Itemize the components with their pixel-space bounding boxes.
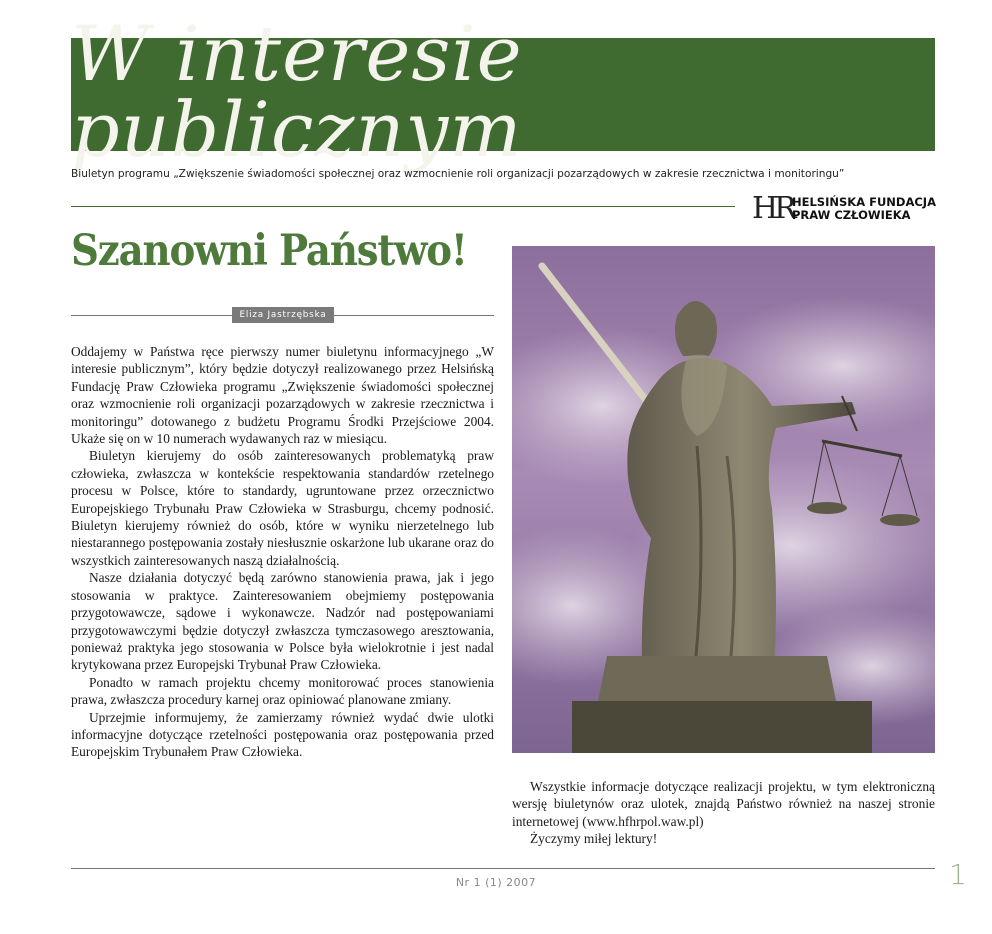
article-paragraph: Uprzejmie informujemy, że zamierzamy również wydać dwie ulotki informacyjne dotyczące rzetelności postępowania oraz postępowania przed Europejskim Trybunałem Praw Człowieka. [71, 709, 494, 760]
article-paragraph: Nasze działania dotyczyć będą zarówno stanowienia prawa, jak i jego stosowania w praktyce. Zainteresowaniem obejmiemy postępowania przygotowawcze, sądowe i wykonawcze. Nadzór nad postępowaniami przygotowawczymi będzie dotyczył zwłaszcza tymczasowego aresztowania, ponieważ praktyka jego stosowania w Polsce była wielokrotnie i jest nadal krytykowana przez Europejski Trybunał Praw Człowieka. [71, 570, 494, 673]
issue-number: Nr 1 (1) 2007 [455, 876, 537, 889]
logo-line-1: HELSIŃSKA FUNDACJA [792, 195, 936, 209]
logo-text [792, 196, 936, 222]
justice-statue-photo [512, 246, 935, 753]
header-divider [71, 206, 735, 207]
article-headline: Szanowni Państwo! [71, 226, 467, 276]
article-body [71, 343, 494, 761]
byline-rule-left [71, 315, 232, 316]
masthead-subtitle: Biuletyn programu „Zwiększenie świadomości społecznej oraz wzmocnienie roli organizacji pozarządowych w zakresie rzecznictwa i monitoringu” [71, 168, 845, 180]
article-paragraph: Biuletyn kierujemy do osób zainteresowanych problematyką praw człowieka, zwłaszcza w kontekście respektowania standardów rzetelnego procesu w Polsce, które to standardy, ugruntowane przez orzecznictwo Europejskiego Trybunału Praw Człowieka w Strasburgu, chcemy podnosić. Biuletyn kierujemy również do osób, które w wyniku nierzetelnego lub niestarannego postępowania zostały niesłusznie oskarżone lub ukarane oraz do wszystkich zainteresowanych naszą działalnością. [71, 448, 494, 568]
byline-rule-right [334, 315, 494, 316]
article-author: Eliza Jastrzębska [232, 307, 334, 323]
masthead-title: W interesie publicznym [71, 8, 523, 174]
article-paragraph: Wszystkie informacje dotyczące realizacji projektu, w tym elektroniczną wersję biuletynów oraz ulotek, znajdą Państwo również na naszej stronie internetowej (www.hfhrpol.waw.pl) [512, 779, 935, 829]
footer-divider [71, 868, 935, 869]
article-paragraph: Ponadto w ramach projektu chcemy monitorować proces stanowienia prawa, zwłaszcza procedury karnej oraz opiniować planowane zmiany. [71, 674, 494, 708]
logo-mark: HR [752, 191, 793, 226]
page-number: 1 [949, 858, 967, 891]
logo-line-2: PRAW CZŁOWIEKA [792, 208, 911, 222]
publisher-logo [752, 192, 938, 226]
article-paragraph: Oddajemy w Państwa ręce pierwszy numer biuletynu informacyjnego „W interesie publicznym”, który będzie dotyczył realizowanego przez Helsińską Fundację Praw Człowieka programu „Zwiększenie świadomości społecznej oraz wzmocnienie roli organizacji pozarządowych w zakresie rzecznictwa i monitoringu” dotowanego z budżetu Programu Środki Przejściowe 2004. Ukaże się on w 10 numerach wydawanych raz w miesiącu. [71, 344, 494, 447]
article-closing [512, 778, 935, 848]
article-paragraph: Życzymy miłej lektury! [530, 831, 658, 847]
